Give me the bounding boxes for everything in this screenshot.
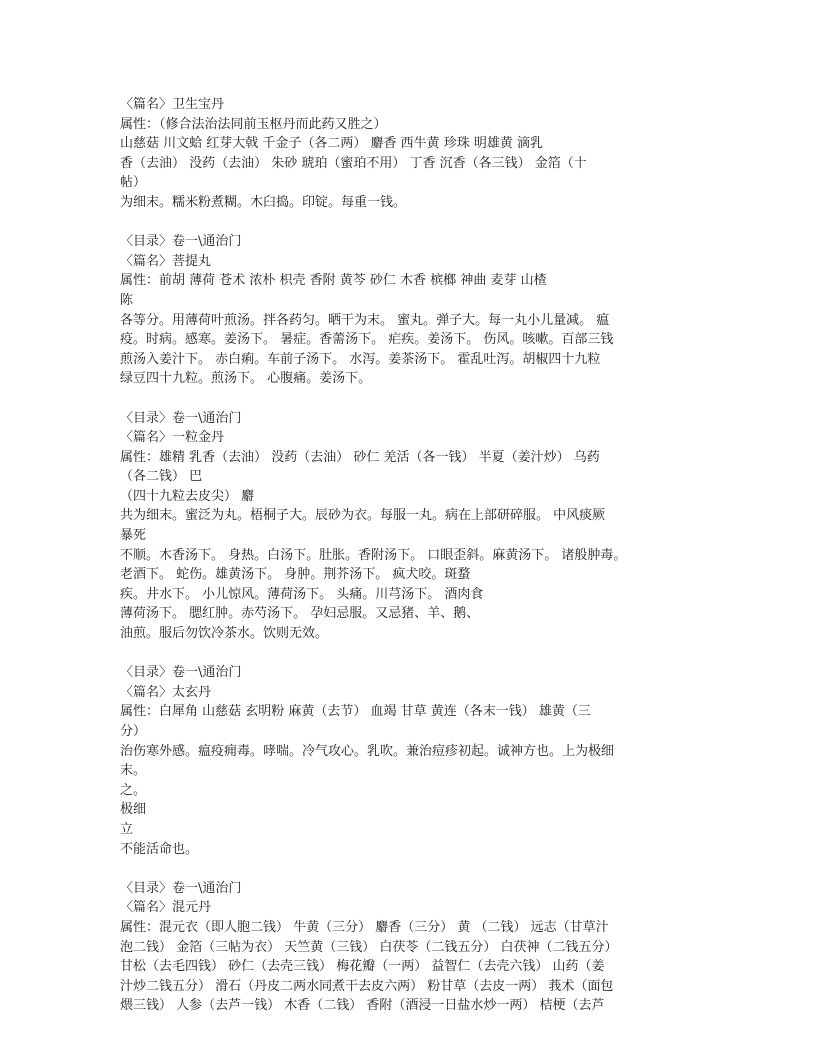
text-line: （四十九粒去皮尖） 麝 (120, 488, 255, 504)
text-line: 不顺。木香汤下。 身热。白汤下。肚胀。香附汤下。 口眼歪斜。麻黄汤下。 诸般肿毒。 (120, 547, 627, 563)
section-title: 〈篇名〉一粒金丹 (120, 430, 225, 446)
section-title: 〈篇名〉太玄丹 (120, 684, 212, 700)
section-hunyuan-dan (120, 879, 680, 1016)
document-page (120, 95, 680, 1016)
text-line: 立 (120, 821, 134, 837)
text-line: 极细 (120, 802, 147, 818)
text-line: 煎汤入姜汁下。 赤白痢。车前子汤下。 水泻。姜茶汤下。 霍乱吐泻。胡椒四十九粒 (120, 351, 601, 367)
text-line: 共为细末。蜜泛为丸。梧桐子大。辰砂为衣。每服一丸。病在上部研碎服。 中风痰厥 (120, 508, 606, 524)
text-line: 山慈菇 川文蛤 红芽大戟 千金子（各二两） 麝香 西牛黄 珍珠 明雄黄 滴乳 (120, 136, 544, 152)
text-line: 甘松（去毛四钱） 砂仁（去壳三钱） 梅花瓣（一两） 益智仁（去壳六钱） 山药（姜 (120, 959, 605, 975)
text-line: （各二钱） 巴 (120, 469, 203, 485)
section-puti-wan (120, 232, 680, 389)
text-line: 香（去油） 没药（去油） 朱砂 琥珀（蜜珀不用） 丁香 沉香（各三钱） 金箔（十 (120, 155, 587, 171)
text-line: 帖） (120, 175, 147, 191)
section-weisheng-baodan (120, 95, 680, 213)
text-line: 老酒下。 蛇伤。雄黄汤下。 身肿。荆芥汤下。 疯犬咬。斑蝥 (120, 567, 471, 583)
text-line: 煨三钱） 人参（去芦一钱） 木香（二钱） 香附（酒浸一日盐水炒一两） 桔梗（去芦 (120, 998, 605, 1014)
text-line: 末。 (120, 763, 147, 779)
attribute-line: 属性：（修合法治法同前玉枢丹而此药又胜之） (120, 116, 387, 132)
text-line: 泡二钱） 金箔（三帖为衣） 天竺黄（三钱） 白茯苓（二钱五分） 白茯神（二钱五分） (120, 939, 618, 955)
attribute-line: 属性：白犀角 山慈菇 玄明粉 麻黄（去节） 血竭 甘草 黄连（各末一钱） 雄黄（三 (120, 704, 591, 720)
text-line: 之。 (120, 782, 147, 798)
section-taixuan-dan (120, 663, 680, 859)
text-line: 绿豆四十九粒。煎汤下。 心腹痛。姜汤下。 (120, 371, 372, 387)
text-line: 为细末。糯米粉煮糊。木臼捣。印锭。每重一钱。 (120, 194, 407, 210)
catalog-line: 〈目录〉卷一\通治门 (120, 665, 242, 681)
text-line: 治伤寒外感。瘟疫痈毒。哮喘。冷气攻心。乳吹。兼治痘疹初起。诚神方也。上为极细 (120, 743, 615, 759)
section-title: 〈篇名〉卫生宝丹 (120, 97, 225, 112)
text-line: 汁炒二钱五分） 滑石（丹皮二两水同煮干去皮六两） 粉甘草（去皮一两） 莪术（面包 (120, 978, 614, 994)
section-title: 〈篇名〉混元丹 (120, 900, 212, 916)
section-gap (120, 389, 680, 409)
text-line: 暴死 (120, 528, 147, 544)
section-yili-jindan (120, 409, 680, 644)
text-line: 疾。井水下。 小儿惊风。薄荷汤下。 头痛。川芎汤下。 酒肉食 (120, 586, 484, 602)
text-line: 各等分。用薄荷叶煎汤。拌各药匀。晒干为末。 蜜丸。弹子大。每一丸小儿量减。 瘟 (120, 312, 610, 328)
attribute-line: 属性：前胡 薄荷 苍术 浓朴 枳壳 香附 黄芩 砂仁 木香 槟榔 神曲 麦芽 山楂 (120, 273, 547, 289)
attribute-line: 属性：混元衣（即人胞二钱） 牛黄（三分） 麝香（三分） 黄 （二钱） 远志（甘草汁 (120, 919, 609, 935)
catalog-line: 〈目录〉卷一\通治门 (120, 234, 242, 250)
catalog-line: 〈目录〉卷一\通治门 (120, 410, 242, 426)
section-gap (120, 644, 680, 664)
text-line: 油煎。服后勿饮冷茶水。饮则无效。 (120, 626, 329, 642)
text-line: 疫。时病。感寒。姜汤下。 暑症。香薷汤下。 疟疾。姜汤下。 伤风。咳嗽。百部三钱 (120, 332, 614, 348)
text-line: 陈 (120, 292, 134, 308)
text-line: 薄荷汤下。 腮红肿。赤芍汤下。 孕妇忌服。又忌猪、羊、鹅、 (120, 606, 480, 622)
section-gap (120, 213, 680, 233)
text-line: 分） (120, 724, 147, 739)
catalog-line: 〈目录〉卷一\通治门 (120, 880, 242, 896)
attribute-line: 属性：雄精 乳香（去油） 没药（去油） 砂仁 羌活（各一钱） 半夏（姜汁炒） 乌药 (120, 449, 600, 465)
section-gap (120, 859, 680, 879)
section-title: 〈篇名〉菩提丸 (120, 253, 212, 269)
text-line: 不能活命也。 (120, 841, 199, 857)
